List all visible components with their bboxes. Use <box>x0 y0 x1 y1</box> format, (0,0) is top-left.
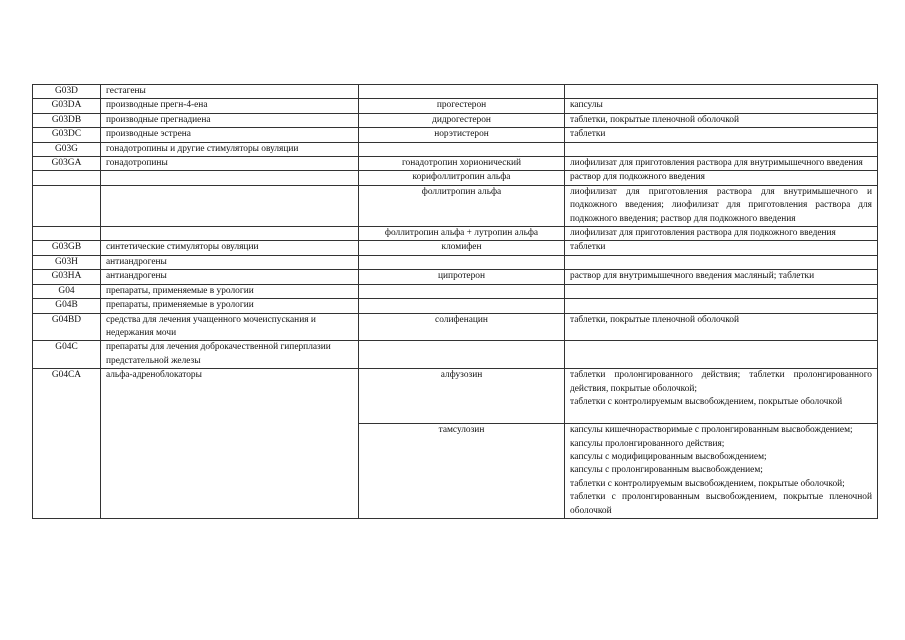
atc-code-cell: G03G <box>33 142 101 156</box>
atc-code-cell: G03GA <box>33 157 101 171</box>
dosage-form-line: таблетки с контролируемым высвобождением, покрытые оболочкой; <box>570 478 845 489</box>
table-row <box>33 185 878 226</box>
dosage-form-cell <box>565 255 878 269</box>
dosage-form-line: капсулы пролонгированного действия; <box>570 438 725 449</box>
dosage-form-line: капсулы с пролонгированным высвобождением; <box>570 465 763 476</box>
dosage-form-cell: лиофилизат для приготовления раствора для внутримышечного введения <box>565 157 878 171</box>
drug-table-body <box>33 85 878 519</box>
drug-name-cell: корифоллитропин альфа <box>359 171 565 185</box>
group-name-cell: производные эстрена <box>101 128 359 142</box>
table-row <box>33 142 878 156</box>
table-row <box>33 369 878 424</box>
dosage-form-cell: таблетки, покрытые пленочной оболочкой <box>565 113 878 127</box>
drug-name-cell <box>359 255 565 269</box>
table-row <box>33 313 878 341</box>
atc-code-cell <box>33 171 101 185</box>
dosage-form-cell: капсулы <box>565 99 878 113</box>
dosage-form-cell <box>565 85 878 99</box>
drug-name-cell: алфузозин <box>359 369 565 424</box>
table-row <box>33 157 878 171</box>
drug-name-cell: норэтистерон <box>359 128 565 142</box>
group-name-cell: гестагены <box>101 85 359 99</box>
drug-name-cell: солифенацин <box>359 313 565 341</box>
table-row <box>33 299 878 313</box>
group-name-cell: производные прегн-4-ена <box>101 99 359 113</box>
drug-name-cell: прогестерон <box>359 99 565 113</box>
dosage-form-cell <box>565 299 878 313</box>
drug-name-cell <box>359 85 565 99</box>
dosage-form-cell: таблетки, покрытые пленочной оболочкой <box>565 313 878 341</box>
dosage-form-cell <box>565 142 878 156</box>
atc-code-cell <box>33 185 101 226</box>
group-name-cell: синтетические стимуляторы овуляции <box>101 241 359 255</box>
drug-name-cell: тамсулозин <box>359 424 565 519</box>
dosage-form-cell: раствор для внутримышечного введения масляный; таблетки <box>565 270 878 284</box>
dosage-form-cell <box>565 284 878 298</box>
dosage-form-line: капсулы кишечнорастворимые с пролонгированным высвобождением; <box>570 425 853 436</box>
table-row <box>33 341 878 369</box>
table-row <box>33 270 878 284</box>
atc-code-cell <box>33 227 101 241</box>
table-row <box>33 99 878 113</box>
table-row <box>33 241 878 255</box>
dosage-form-line: капсулы с модифицированным высвобождением; <box>570 451 767 462</box>
group-name-cell: гонадотропины <box>101 157 359 171</box>
drug-name-cell <box>359 299 565 313</box>
drug-name-cell: ципротерон <box>359 270 565 284</box>
group-name-cell: гонадотропины и другие стимуляторы овуляции <box>101 142 359 156</box>
group-name-cell: средства для лечения учащенного мочеиспускания и недержания мочи <box>101 313 359 341</box>
group-name-cell: препараты, применяемые в урологии <box>101 299 359 313</box>
group-name-cell: антиандрогены <box>101 255 359 269</box>
atc-code-cell: G03D <box>33 85 101 99</box>
dosage-form-line: таблетки с пролонгированным высвобождением, покрытые пленочной оболочкой <box>570 492 872 516</box>
drug-name-cell: гонадотропин хорионический <box>359 157 565 171</box>
atc-code-cell: G04CA <box>33 369 101 519</box>
atc-code-cell: G03DA <box>33 99 101 113</box>
table-row <box>33 255 878 269</box>
drug-name-cell: фоллитропин альфа + лутропин альфа <box>359 227 565 241</box>
atc-code-cell: G03H <box>33 255 101 269</box>
dosage-form-line: таблетки пролонгированного действия; таблетки пролонгированного действия, покрытые оболочкой; <box>570 370 872 394</box>
atc-code-cell: G03HA <box>33 270 101 284</box>
table-row <box>33 227 878 241</box>
group-name-cell: антиандрогены <box>101 270 359 284</box>
table-row <box>33 128 878 142</box>
atc-code-cell: G04 <box>33 284 101 298</box>
table-row <box>33 171 878 185</box>
dosage-form-cell: раствор для подкожного введения <box>565 171 878 185</box>
drug-name-cell <box>359 284 565 298</box>
dosage-form-cell <box>565 369 878 424</box>
group-name-cell: препараты для лечения доброкачественной гиперплазии предстательной железы <box>101 341 359 369</box>
dosage-form-cell: лиофилизат для приготовления раствора для внутримышечного и подкожного введения; лиофилизат для приготовления раствора для подкожного введения; раствор для подкожного введения <box>565 185 878 226</box>
group-name-cell: производные прегнадиена <box>101 113 359 127</box>
group-name-cell <box>101 227 359 241</box>
table-row <box>33 85 878 99</box>
atc-code-cell: G03GB <box>33 241 101 255</box>
atc-code-cell: G03DB <box>33 113 101 127</box>
dosage-form-cell <box>565 424 878 519</box>
dosage-form-cell: лиофилизат для приготовления раствора для подкожного введения <box>565 227 878 241</box>
group-name-cell: альфа-адреноблокаторы <box>101 369 359 519</box>
drug-name-cell <box>359 341 565 369</box>
drug-name-cell: дидрогестерон <box>359 113 565 127</box>
group-name-cell: препараты, применяемые в урологии <box>101 284 359 298</box>
atc-code-cell: G04C <box>33 341 101 369</box>
drug-name-cell <box>359 142 565 156</box>
dosage-form-cell: таблетки <box>565 241 878 255</box>
table-row <box>33 284 878 298</box>
dosage-form-line: таблетки с контролируемым высвобождением, покрытые оболочкой <box>570 396 843 407</box>
table-row <box>33 113 878 127</box>
group-name-cell <box>101 185 359 226</box>
drug-name-cell: фоллитропин альфа <box>359 185 565 226</box>
group-name-cell <box>101 171 359 185</box>
atc-code-cell: G03DC <box>33 128 101 142</box>
drug-table <box>32 84 878 519</box>
dosage-form-cell: таблетки <box>565 128 878 142</box>
drug-name-cell: кломифен <box>359 241 565 255</box>
atc-code-cell: G04B <box>33 299 101 313</box>
dosage-form-cell <box>565 341 878 369</box>
atc-code-cell: G04BD <box>33 313 101 341</box>
